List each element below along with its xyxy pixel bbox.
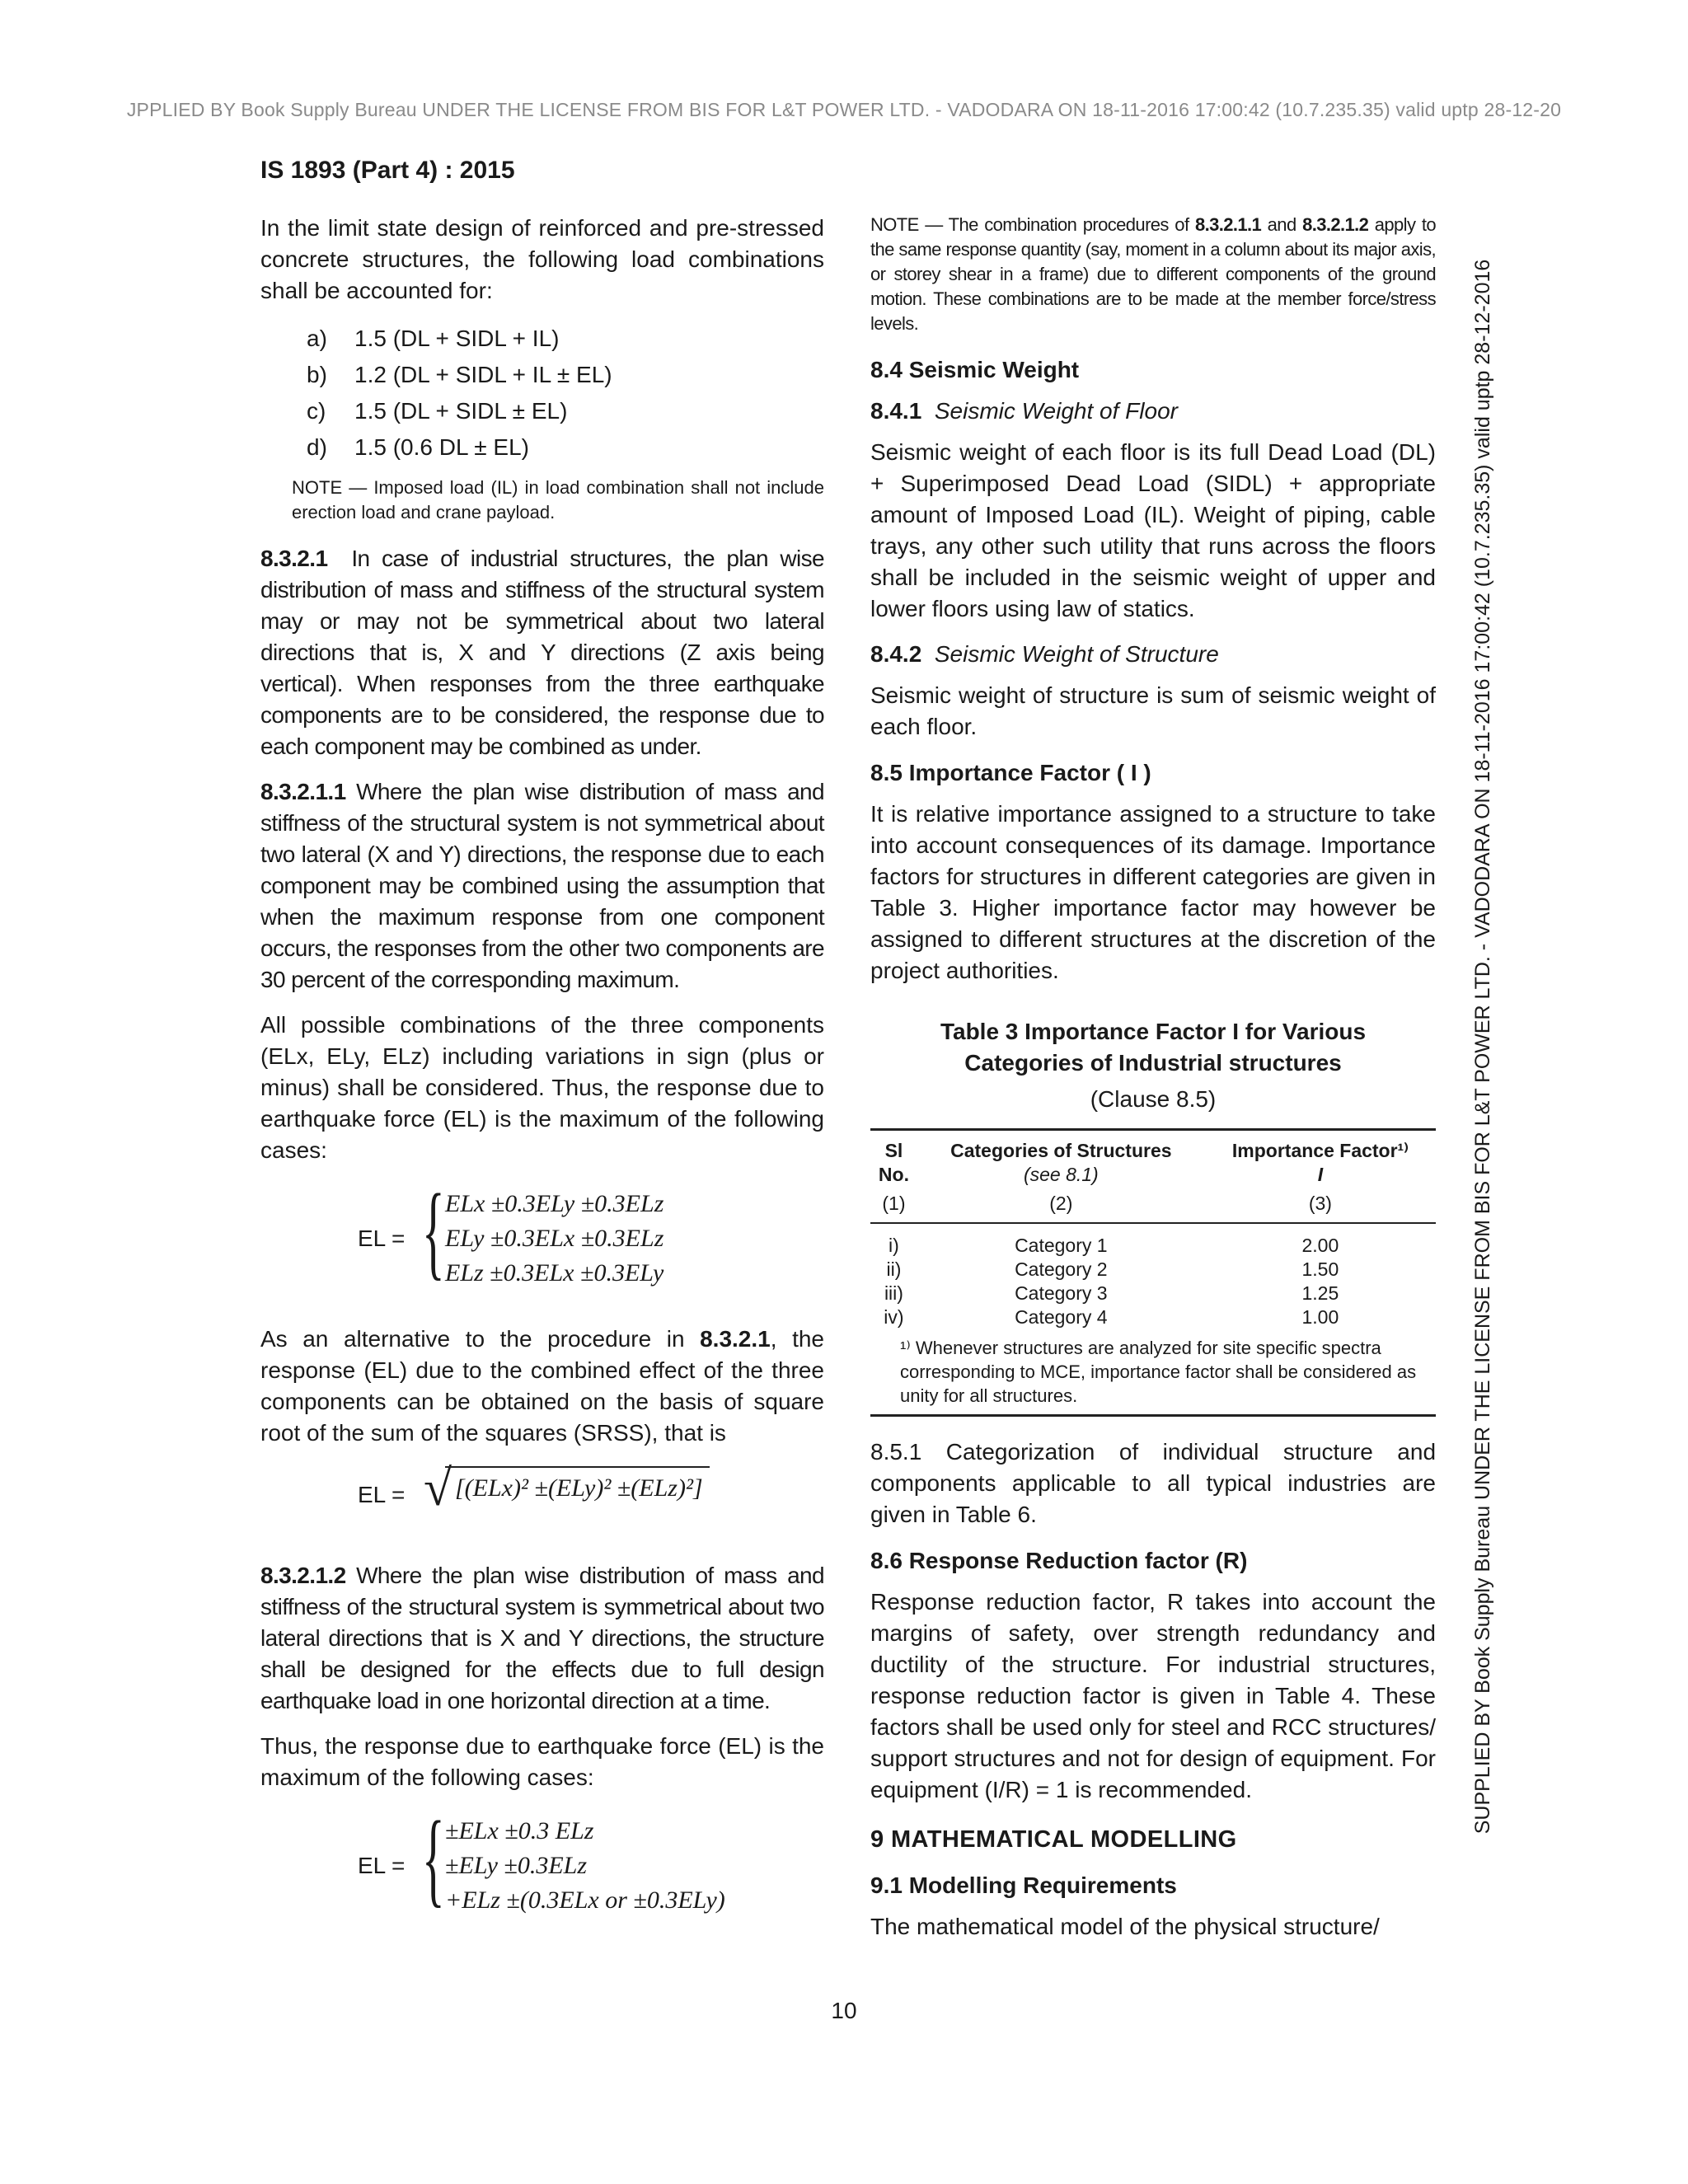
load-combination-item: a) 1.5 (DL + SIDL + IL): [307, 326, 560, 351]
subsection-heading: 8.4.1 Seismic Weight of Floor: [870, 398, 1178, 424]
equation-line: ELx ±0.3ELy ±0.3ELz: [445, 1190, 664, 1217]
square-root-body: [(ELx)² ±(ELy)² ±(ELz)²]: [445, 1466, 710, 1504]
imposed-load-note: NOTE — Imposed load (IL) in load combination shall not include erection load and crane payload.: [292, 477, 824, 523]
section-heading: 8.4 Seismic Weight: [870, 357, 1080, 382]
modelling-text: The mathematical model of the physical structure/: [870, 1914, 1380, 1939]
standard-header: IS 1893 (Part 4) : 2015: [260, 157, 515, 184]
equation-srss: [260, 1460, 824, 1537]
table-column-number-row: (1) (2) (3): [870, 1188, 1436, 1223]
equation-lines: [445, 1187, 663, 1291]
clause-8-3-2-1-1: 8.3.2.1.1 Where the plan wise distribution of mass and stiffness of the structural system is not symmetrical about two lateral (X and Y) directions, the response due to each component may be combined using the assumption that when the maximum response from one component occurs, the responses from the other two components are 30 percent of the corresponding maximum.: [260, 779, 824, 992]
equation-line: ±ELx ±0.3 ELz: [445, 1817, 594, 1844]
left-brace: {: [422, 1173, 445, 1290]
load-combination-item: c) 1.5 (DL + SIDL ± EL): [307, 398, 568, 424]
srss-paragraph: As an alternative to the procedure in 8.3.2.1, the response (EL) due to the combined effect of the three components can be obtained on the basis of square root of the sum of the squares (SRSS), that is: [260, 1326, 824, 1446]
section-heading: 8.5 Importance Factor ( I ): [870, 760, 1151, 785]
left-brace: {: [422, 1800, 445, 1917]
page-number: 10: [831, 1998, 857, 2023]
load-combination-list: [260, 321, 824, 466]
chapter-heading: 9 MATHEMATICAL MODELLING: [870, 1826, 1237, 1853]
load-combination-item: b) 1.2 (DL + SIDL + IL ± EL): [307, 362, 612, 387]
table-header-cell: Sl No.: [870, 1130, 917, 1189]
subsection-heading: 8.4.2 Seismic Weight of Structure: [870, 641, 1219, 667]
side-watermark: SUPPLIED BY Book Supply Bureau UNDER THE LICENSE FROM BIS FOR L&T POWER LTD. - VADODARA ON 18-11-2016 17:00:42 (10.7.235.35) valid uptp 28-12-2016: [1471, 259, 1494, 1835]
section-heading: 8.6 Response Reduction factor (R): [870, 1548, 1248, 1573]
all-combinations-paragraph: All possible combinations of the three components (ELx, ELy, ELz) including variations in sign (plus or minus) shall be considered. Thus, the response due to earthquake force (EL) is the maximum of the following cases:: [260, 1012, 824, 1163]
table-header-cell: Importance Factor¹⁾ I: [1205, 1130, 1436, 1189]
clause-8-3-2-1-2: 8.3.2.1.2 Where the plan wise distribution of mass and stiffness of the structural system is symmetrical about two lateral directions that is X and Y directions, the structure shall be designed for the effects due to full design earthquake load in one horizontal direction at a time.: [260, 1563, 824, 1713]
table-row: ii) Category 2 1.50: [886, 1258, 1339, 1280]
categorization-text: 8.5.1 Categorization of individual structure and components applicable to all typical industries are given in Table 6.: [870, 1439, 1437, 1527]
table-clause: (Clause 8.5): [1090, 1086, 1217, 1112]
clause-8-3-2-1: 8.3.2.1 In case of industrial structures, the plan wise distribution of mass and stiffness of the structural system may or may not be symmetrical about two lateral directions that is, X and Y directions (Z axis being vertical). When responses from the three earthquake components are to be considered, the response due to each component may be combined as under.: [260, 546, 824, 759]
equation-lines: [445, 1814, 725, 1918]
load-combination-item: d) 1.5 (0.6 DL ± EL): [307, 434, 529, 460]
equation-line: +ELz ±(0.3ELx or ±0.3ELy): [445, 1886, 725, 1914]
equation-line: ELy ±0.3ELx ±0.3ELz: [445, 1225, 664, 1252]
right-column: [870, 213, 1436, 1957]
table-row: iv) Category 4 1.00: [884, 1306, 1339, 1328]
equation-line: ELz ±0.3ELx ±0.3ELy: [445, 1259, 664, 1286]
equation-lhs: EL =: [358, 1226, 406, 1251]
response-reduction-text: Response reduction factor, R takes into account the margins of safety, over strength redundancy and ductility of the structure. For industrial structures, response reduction factor is given in Table 4. These factors shall be used only for steel and RCC structures/ support structures and not for design of equipment. For equipment (I/R) = 1 is recommended.: [870, 1589, 1436, 1802]
table-header-cell: Categories of Structures (see 8.1): [917, 1130, 1205, 1189]
equation-lhs: EL =: [358, 1482, 406, 1507]
seismic-weight-floor-text: Seismic weight of each floor is its full Dead Load (DL) + Superimposed Dead Load (SIDL) + appropriate amount of Imposed Load (IL). Weight of piping, cable trays, any other such utility that runs across the floors shall be included in the seismic weight of upper and lower floors using law of statics.: [870, 439, 1436, 621]
seismic-weight-structure-text: Seismic weight of structure is sum of seismic weight of each floor.: [870, 682, 1436, 739]
square-root-sign: √: [424, 1460, 452, 1516]
thus-paragraph: Thus, the response due to earthquake force (EL) is the maximum of the following cases:: [260, 1733, 824, 1790]
table-header-row: [870, 1130, 1436, 1189]
table-row: i) Category 1 2.00: [889, 1235, 1339, 1256]
equation-el-cases: [260, 1173, 824, 1302]
section-heading: 9.1 Modelling Requirements: [870, 1872, 1177, 1898]
equation-el-symmetric: [260, 1800, 824, 1929]
equation-line: ±ELy ±0.3ELz: [445, 1852, 588, 1879]
top-watermark: JPPLIED BY Book Supply Bureau UNDER THE LICENSE FROM BIS FOR L&T POWER LTD. - VADODARA ON 18-11-2016 17:00:42 (10.7.235.35) valid uptp 28-12-20: [126, 99, 1562, 120]
importance-factor-text: It is relative importance assigned to a structure to take into account consequences of its damage. Importance factors for structures in different categories are given in Table 3. Higher importance factor may however be assigned to different structures at the discretion of the project authorities.: [870, 801, 1436, 983]
combination-note: NOTE — The combination procedures of 8.3.2.1.1 and 8.3.2.1.2 apply to the same response quantity (say, moment in a column about its major axis, or storey shear in a frame) due to different components of the ground motion. These combinations are to be made at the member force/stress levels.: [870, 214, 1437, 334]
table-title: Table 3 Importance Factor I for Various Categories of Industrial structures: [940, 1019, 1367, 1076]
intro-paragraph: In the limit state design of reinforced and pre-stressed concrete structures, the following load combinations shall be accounted for:: [260, 215, 824, 303]
importance-factor-table: [870, 1128, 1436, 1329]
left-column: [260, 213, 824, 1951]
table-footnote: ¹⁾ Whenever structures are analyzed for site specific spectra corresponding to MCE, importance factor shall be considered as unity for all structures.: [870, 1329, 1436, 1417]
equation-lhs: EL =: [358, 1853, 406, 1878]
table-row: iii) Category 3 1.25: [884, 1282, 1339, 1304]
